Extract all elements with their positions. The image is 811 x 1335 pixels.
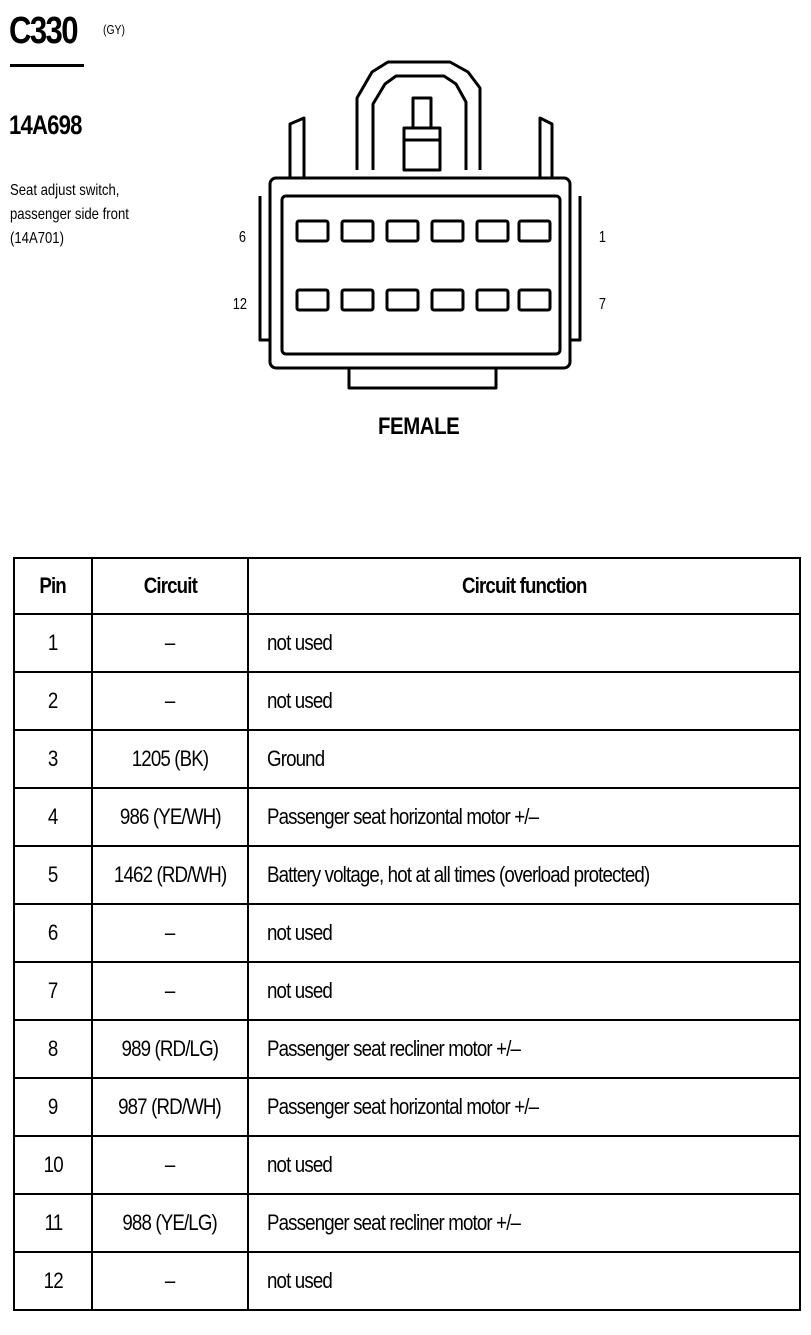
pinout-table [13,557,801,1311]
connector-face-diagram [0,0,811,460]
table-row [14,1078,800,1136]
terminal-cavity [297,221,328,241]
pin-label-7: 7 [598,296,607,313]
cell-pin: 10 [14,1136,92,1194]
cell-circuit: 987 (RD/WH) [92,1078,248,1136]
terminal-cavity [342,290,373,310]
terminal-cavity [519,221,550,241]
pin-label-1: 1 [598,229,607,246]
cell-function: Passenger seat horizontal motor +/– [248,1078,800,1136]
cell-function: not used [248,1136,800,1194]
part-number: 14A698 [9,110,82,140]
cell-pin: 3 [14,730,92,788]
cell-function: not used [248,904,800,962]
header-circuit: Circuit [92,558,248,614]
pinout-table-body [14,614,800,1310]
description-line: (14A701) [10,230,64,247]
cell-circuit: 1205 (BK) [92,730,248,788]
cell-circuit: – [92,1252,248,1310]
connector-id: C330 [9,10,77,52]
terminal-cavity [477,290,508,310]
cell-pin: 12 [14,1252,92,1310]
cell-pin: 9 [14,1078,92,1136]
connector-gender-label: FEMALE [378,413,460,440]
cell-circuit: – [92,962,248,1020]
cell-pin: 6 [14,904,92,962]
connector-body [270,178,570,368]
cell-function: not used [248,672,800,730]
bottom-key [349,368,496,388]
cell-function: not used [248,614,800,672]
cell-function: not used [248,1252,800,1310]
cell-function: Passenger seat recliner motor +/– [248,1020,800,1078]
cell-function: Passenger seat horizontal motor +/– [248,788,800,846]
terminal-cavity [432,221,463,241]
cell-circuit: – [92,672,248,730]
right-post [540,118,552,178]
table-row [14,788,800,846]
terminal-cavity [519,290,550,310]
cell-circuit: – [92,904,248,962]
cell-function: Ground [248,730,800,788]
terminal-cavity [432,290,463,310]
cell-pin: 5 [14,846,92,904]
table-row [14,614,800,672]
cell-circuit: 988 (YE/LG) [92,1194,248,1252]
table-row [14,1136,800,1194]
cell-pin: 8 [14,1020,92,1078]
terminal-cavity [342,221,373,241]
terminal-cavity [387,221,418,241]
cell-circuit: – [92,1136,248,1194]
table-row [14,672,800,730]
table-row [14,730,800,788]
left-post [290,118,304,178]
cell-pin: 11 [14,1194,92,1252]
table-row [14,1020,800,1078]
table-row [14,904,800,962]
cell-function: not used [248,962,800,1020]
cell-circuit: – [92,614,248,672]
lock-tab [404,128,440,170]
cell-function: Passenger seat recliner motor +/– [248,1194,800,1252]
pin-label-12: 12 [232,296,248,313]
cell-circuit: 989 (RD/LG) [92,1020,248,1078]
table-row [14,846,800,904]
terminal-cavity [477,221,508,241]
cell-circuit: 986 (YE/WH) [92,788,248,846]
table-row [14,962,800,1020]
cell-pin: 2 [14,672,92,730]
terminal-cavity [387,290,418,310]
table-header-row [14,558,800,614]
terminal-cavity [297,290,328,310]
pin-label-6: 6 [238,229,247,246]
cell-pin: 7 [14,962,92,1020]
header-circuit-function: Circuit function [248,558,800,614]
description-line: Seat adjust switch, [10,182,120,199]
table-row [14,1194,800,1252]
table-row [14,1252,800,1310]
cell-pin: 1 [14,614,92,672]
connector-color-code: (GY) [103,22,125,37]
connector-latch [357,62,480,170]
description-line: passenger side front [10,206,129,223]
cell-circuit: 1462 (RD/WH) [92,846,248,904]
cell-pin: 4 [14,788,92,846]
cell-function: Battery voltage, hot at all times (overload protected) [248,846,800,904]
header-pin: Pin [14,558,92,614]
